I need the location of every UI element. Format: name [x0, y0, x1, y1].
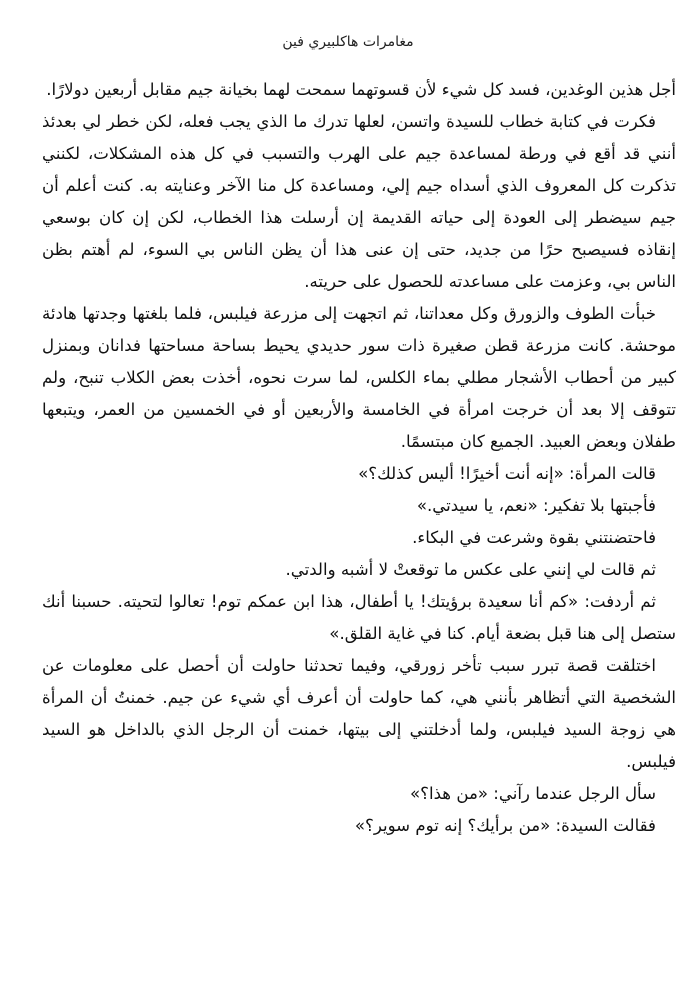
paragraph: أجل هذين الوغدين، فسد كل شيء لأن قسوتهما سمحت لهما بخيانة جيم مقابل أربعين دولارًا.: [46, 80, 676, 99]
running-header: مغامرات هاكلبيري فين: [282, 34, 414, 50]
dialogue-line: فاحتضنتني بقوة وشرعت في البكاء.: [412, 528, 656, 547]
dialogue-line: فقالت السيدة: «من برأيك؟ إنه توم سوير؟»: [354, 816, 656, 835]
dialogue-line: فأجبتها بلا تفكير: «نعم، يا سيدتي.»: [416, 496, 656, 515]
dialogue-paragraph: ثم أردفت: «كم أنا سعيدة برؤيتك! يا أطفال، هذا ابن عمكم توم! تعالوا لتحيته. حسبنا أنك ستصل إلى هنا قبل بضعة أيام. كنا في غاية القلق.»: [42, 592, 676, 643]
body-text: [42, 74, 676, 842]
paragraph: اختلقت قصة تبرر سبب تأخر زورقي، وفيما تحدثنا حاولت أن أحصل على معلومات عن الشخصية التي أتظاهر بأنني هي، كما حاولت أن أعرف أي شيء عن جيم. خمنتُ أن المرأة هي زوجة السيد فيلبس، ولما أدخلتني إلى بيتها، خمنت أن الرجل الذي بالداخل هو السيد فيلبس.: [42, 656, 676, 771]
dialogue-line: قالت المرأة: «إنه أنت أخيرًا! أليس كذلك؟»: [358, 464, 656, 483]
paragraph: خبأت الطوف والزورق وكل معداتنا، ثم اتجهت إلى مزرعة فيلبس، فلما بلغتها وجدتها هادئة موحشة. كانت مزرعة قطن صغيرة ذات سور حديدي يحيط بساحة مساحتها فدانان وبمنزل كبير من أحطاب الأشجار مطلي بماء الكلس، لما سرت نحوه، أخذت بعض الكلاب تنبح، ولم تتوقف إلا بعد أن خرجت امرأة في الخامسة والأربعين أو في الخمسين من العمر، ويتبعها طفلان وبعض العبيد. الجميع كان مبتسمًا.: [42, 304, 676, 451]
paragraph: فكرت في كتابة خطاب للسيدة واتسن، لعلها تدرك ما الذي يجب فعله، لكن خطر لي بعدئذ أنني قد أقع في ورطة لمساعدة جيم على الهرب والتسبب في كل هذه المشكلات، لكنني تذكرت كل المعروف الذي أسداه جيم إلي، ومساعدة كل منا الآخر وعنايته به. كنت أعلم أن جيم سيضطر إلى العودة إلى حياته القديمة إن أرسلت هذا الخطاب، لكن إن كان بوسعي إنقاذه فسيصبح حرًا من جديد، حتى إن عنى هذا أن يظن الناس بي السوء، لم أهتم بظن الناس بي، وعزمت على مساعدته للحصول على حريته.: [42, 112, 676, 291]
dialogue-line: ثم قالت لي إنني على عكس ما توقعتْ لا أشبه والدتي.: [285, 560, 656, 579]
dialogue-line: سأل الرجل عندما رآني: «من هذا؟»: [410, 784, 656, 803]
